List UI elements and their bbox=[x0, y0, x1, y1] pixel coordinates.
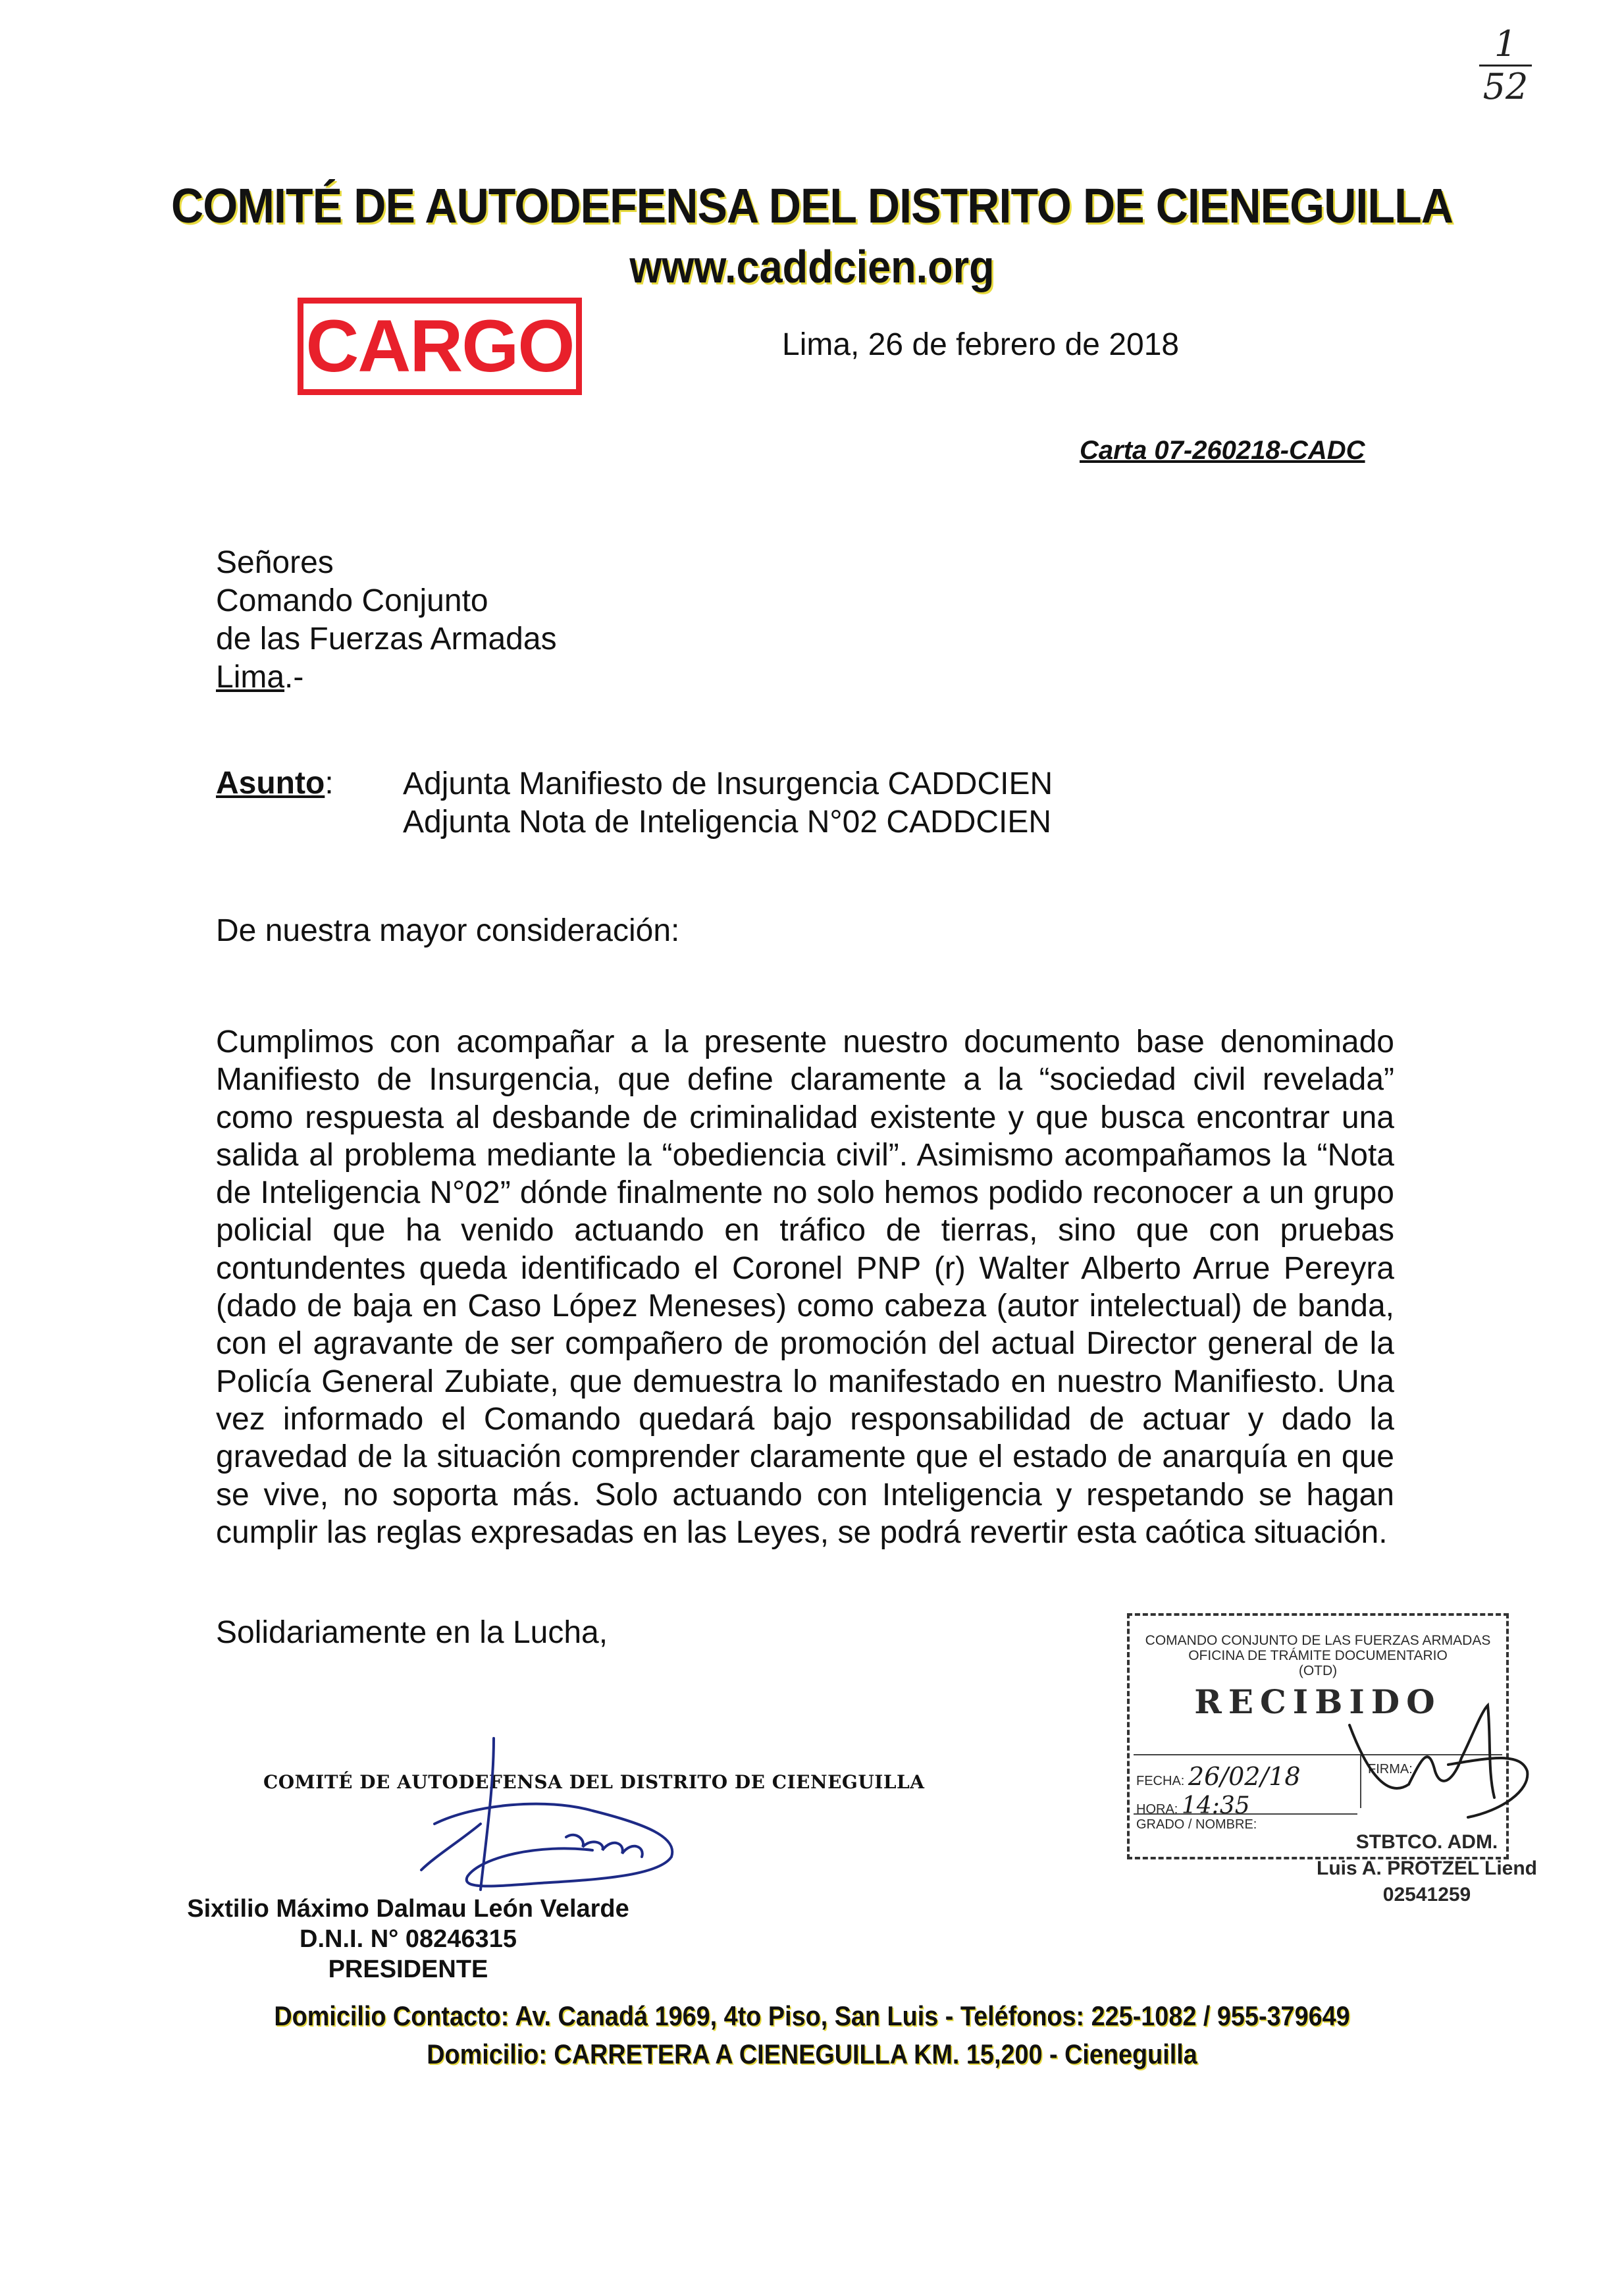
subject-label-text: Asunto bbox=[216, 766, 325, 801]
receiver-name: Luis A. PROTZEL Liend bbox=[1317, 1857, 1538, 1879]
subject-label-colon: : bbox=[325, 766, 334, 801]
signature-details bbox=[0, 1894, 816, 1985]
signer-dni: D.N.I. N° 08246315 bbox=[300, 1925, 517, 1953]
letterhead-website: www.caddcien.org bbox=[629, 241, 995, 292]
subject-text bbox=[403, 765, 1053, 841]
greeting: De nuestra mayor consideración: bbox=[216, 913, 680, 948]
signer-role: PRESIDENTE bbox=[328, 1956, 488, 1983]
receiver-signature-icon bbox=[1330, 1686, 1540, 1830]
receiver-id: 02541259 bbox=[1382, 1884, 1471, 1906]
signer-name: Sixtilio Máximo Dalmau León Velarde bbox=[187, 1895, 629, 1923]
stamp-hora-row bbox=[1136, 1792, 1250, 1819]
received-stamp-line2: OFICINA DE TRÁMITE DOCUMENTARIO bbox=[1188, 1648, 1448, 1663]
letter-body: Cumplimos con acompañar a la presente nuestro documento base denominado Manifiesto de Insurgencia, que define claramente a la “sociedad civil revelada” como respuesta al desbande de criminalidad existente y que busca encontrar una salida al problema mediante la “obediencia civil”. Asimismo acompañamos la “Nota de Inteligencia N°02” dónde finalmente no solo hemos podido reconocer a un grupo policial que ha venido actuando en tráfico de tierras, sino que con pruebas contundentes queda identificado el Coronel PNP (r) Walter Alberto Arrue Pereyra (dado de baja en Caso López Meneses) como cabeza (autor intelectual) de banda, con el agravante de ser compañero de promoción del actual Director general de la Policía General Zubiate, que demuestra lo manifestado en nuestro Manifiesto. Una vez informado el Comando quedará bajo responsabilidad de actuar y dado la gravedad de la situación comprender claramente que el estado de anarquía en que se vive, no soporta más. Solo actuando con Inteligencia y respetando se hagan cumplir las reglas expresadas en las Leyes, se podrá revertir esta caótica situación. bbox=[216, 1025, 1394, 1550]
addressee-city-line bbox=[216, 658, 557, 697]
page-number bbox=[1466, 23, 1545, 107]
letter-date: Lima, 26 de febrero de 2018 bbox=[782, 327, 1180, 362]
stamp-fecha-row bbox=[1136, 1762, 1301, 1791]
letterhead-org-name: COMITÉ DE AUTODEFENSA DEL DISTRITO DE CIENEGUILLA bbox=[170, 178, 1454, 233]
received-stamp-line1: COMANDO CONJUNTO DE LAS FUERZAS ARMADAS bbox=[1145, 1633, 1491, 1648]
received-status: RECIBIDO bbox=[1194, 1682, 1442, 1721]
subject-line1: Adjunta Manifiesto de Insurgencia CADDCIEN bbox=[403, 766, 1053, 801]
subject-line2: Adjunta Nota de Inteligencia N°02 CADDCIEN bbox=[403, 805, 1052, 840]
subject-label bbox=[216, 765, 334, 801]
received-stamp-header bbox=[1130, 1633, 1506, 1678]
footer-address: Domicilio: CARRETERA A CIENEGUILLA KM. 15,200 - Cieneguilla bbox=[427, 2039, 1197, 2069]
addressee-line2: Comando Conjunto bbox=[216, 583, 488, 618]
addressee-city-suffix: .- bbox=[284, 660, 304, 695]
received-stamp-line3: (OTD) bbox=[1298, 1663, 1338, 1678]
page-number-bottom: 52 bbox=[1482, 66, 1529, 107]
stamp-fecha-value: 26/02/18 bbox=[1188, 1762, 1301, 1791]
footer-contact: Domicilio Contacto: Av. Canadá 1969, 4to Piso, San Luis - Teléfonos: 225-1082 / 955-379649 bbox=[274, 2000, 1350, 2031]
stamp-grado-label: GRADO / NOMBRE: bbox=[1136, 1817, 1257, 1832]
addressee-city: Lima bbox=[216, 660, 285, 695]
closing: Solidariamente en la Lucha, bbox=[216, 1615, 608, 1650]
letter-reference: Carta 07-260218-CADC bbox=[1080, 436, 1365, 465]
stamp-fecha-label: FECHA: bbox=[1136, 1774, 1185, 1788]
page-number-top: 1 bbox=[1494, 23, 1517, 65]
signature-org: COMITÉ DE AUTODEFENSA DEL DISTRITO DE CIENEGUILLA bbox=[263, 1771, 925, 1793]
stamp-firma-label: FIRMA: bbox=[1368, 1762, 1413, 1776]
receiver-rank: STBTCO. ADM. bbox=[1355, 1831, 1498, 1853]
addressee-line3: de las Fuerzas Armadas bbox=[216, 622, 557, 656]
stamp-hora-label: HORA: bbox=[1136, 1802, 1178, 1817]
cargo-stamp: CARGO bbox=[298, 298, 582, 395]
receiver-stamp-details bbox=[1317, 1829, 1537, 1908]
addressee-block bbox=[216, 544, 557, 697]
stamp-hora-value: 14:35 bbox=[1181, 1792, 1250, 1819]
stamp-divider bbox=[1134, 1813, 1357, 1815]
addressee-line1: Señores bbox=[216, 545, 334, 580]
handwritten-signature-icon bbox=[395, 1725, 737, 1923]
